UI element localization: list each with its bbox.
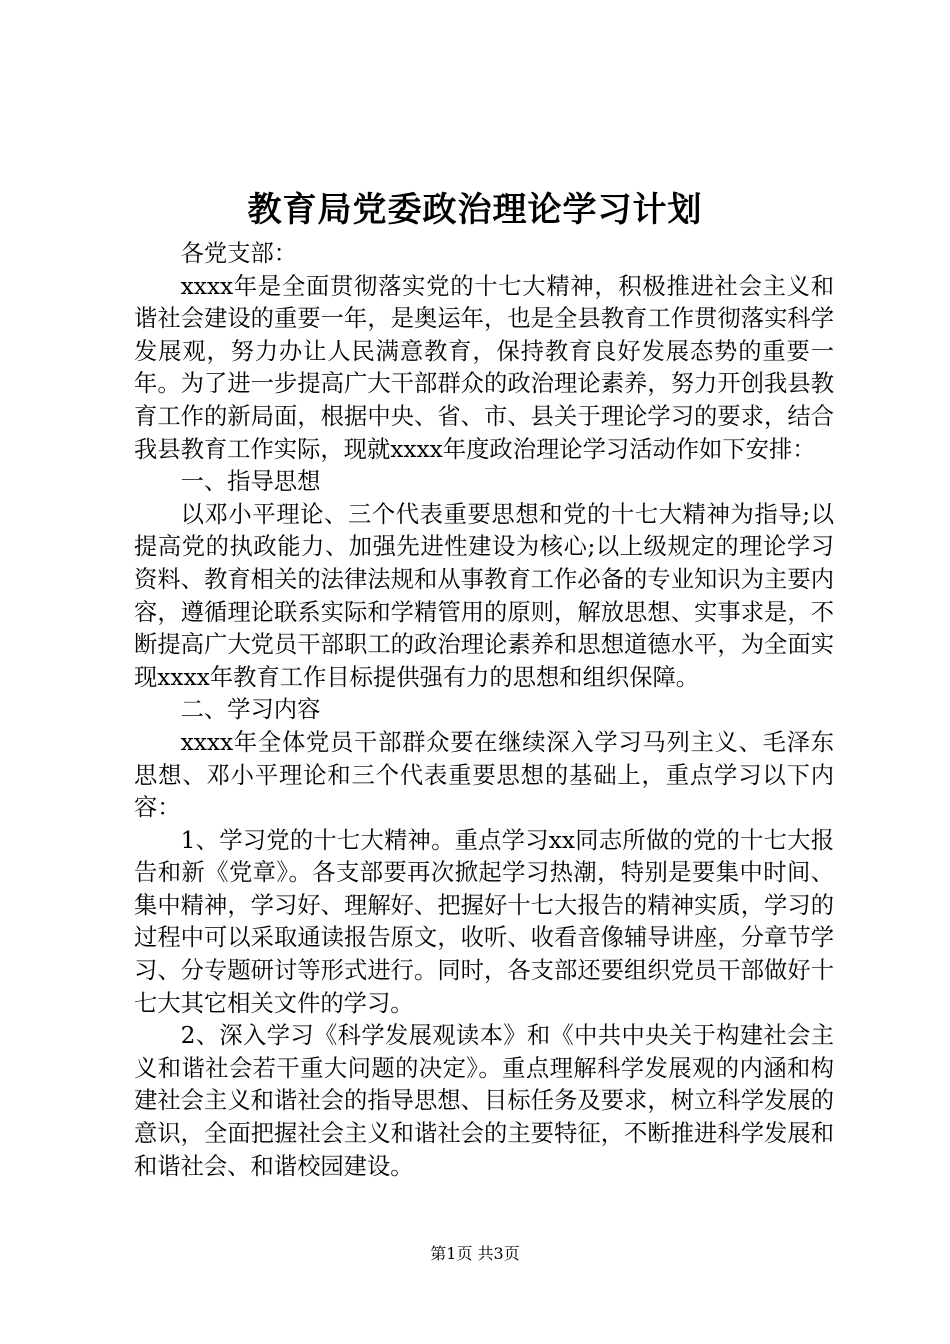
section-heading-guiding-thought: 一、指导思想 (180, 468, 321, 496)
study-item-2: 2、深入学习《科学发展观读本》和《中共中央关于构建社会主义和谐社会若干重大问题的决定》。重点理解科学发展观的内涵和构建社会主义和谐社会的指导思想、目标任务及要求，树立科学发展的意识，全面把握社会主义和谐社会的主要特征，不断推进科学发展和和谐社会、和谐校园建设。 (134, 1022, 834, 1180)
document-body (134, 238, 834, 1183)
document-title: 教育局党委政治理论学习计划 (247, 190, 703, 230)
study-content-paragraph: xxxx年全体党员干部群众要在继续深入学习马列主义、毛泽东思想、邓小平理论和三个代表重要思想的基础上，重点学习以下内容： (134, 728, 834, 822)
guiding-thought-paragraph: 以邓小平理论、三个代表重要思想和党的十七大精神为指导;以提高党的执政能力、加强先进性建设为核心;以上级规定的理论学习资料、教育相关的法律法规和从事教育工作必备的专业知识为主要内容，遵循理论联系实际和学精管用的原则，解放思想、实事求是，不断提高广大党员干部职工的政治理论素养和思想道德水平，为全面实现xxxx年教育工作目标提供强有力的思想和组织保障。 (134, 500, 834, 691)
page-footer: 第1页 共3页 (430, 1244, 520, 1263)
intro-paragraph: xxxx年是全面贯彻落实党的十七大精神，积极推进社会主义和谐社会建设的重要一年，是奥运年，也是全县教育工作贯彻落实科学发展观，努力办让人民满意教育，保持教育良好发展态势的重要一年。为了进一步提高广大干部群众的政治理论素养，努力开创我县教育工作的新局面，根据中央、省、市、县关于理论学习的要求，结合我县教育工作实际，现就xxxx年度政治理论学习活动作如下安排： (134, 272, 834, 463)
study-item-1: 1、学习党的十七大精神。重点学习xx同志所做的党的十七大报告和新《党章》。各支部要再次掀起学习热潮，特别是要集中时间、集中精神，学习好、理解好、把握好十七大报告的精神实质，学习的过程中可以采取通读报告原文，收听、收看音像辅导讲座，分章节学习、分专题研讨等形式进行。同时，各支部还要组织党员干部做好十七大其它相关文件的学习。 (134, 826, 834, 1017)
salutation: 各党支部： (180, 240, 298, 267)
section-heading-study-content: 二、学习内容 (180, 696, 321, 724)
